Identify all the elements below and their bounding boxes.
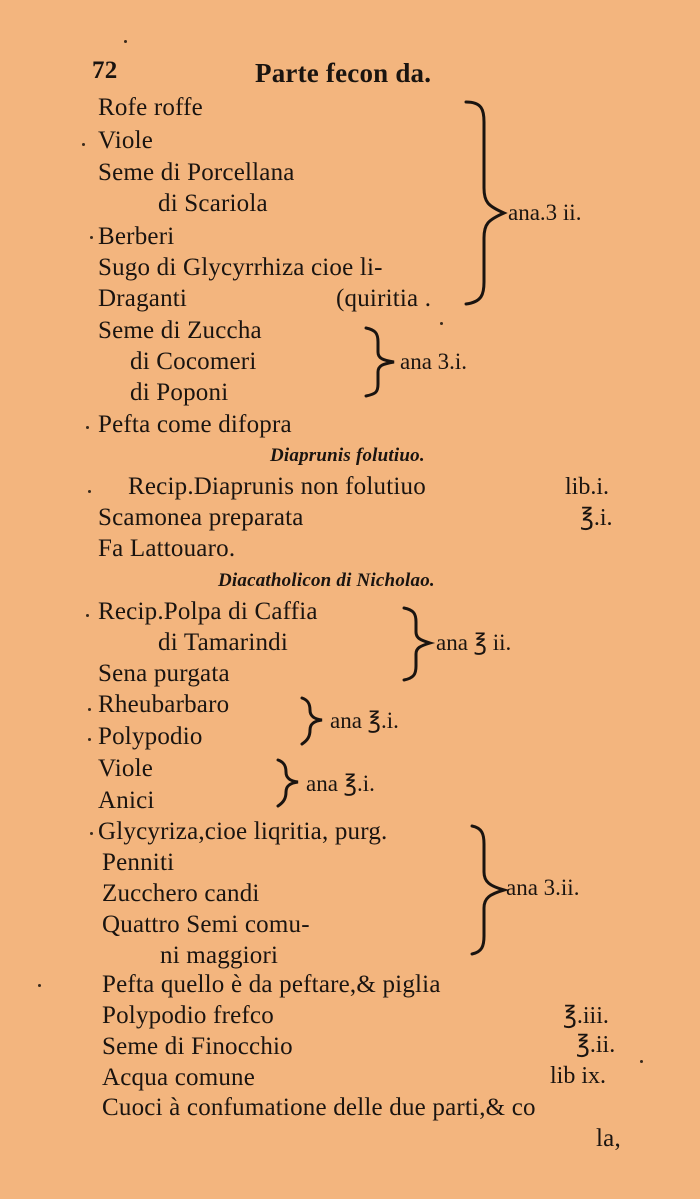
amount-label: ana.3 ii. xyxy=(508,200,582,225)
text-line: di Tamarindi xyxy=(158,629,289,656)
text-line: Sena purgata xyxy=(98,660,230,687)
text-line: Viole xyxy=(98,127,154,154)
text-line: Zucchero candi xyxy=(102,880,260,907)
ink-speck xyxy=(38,984,41,987)
dose-label: ℥.i. xyxy=(580,505,613,531)
dose-label: ℥.ii. xyxy=(576,1032,616,1058)
text-line: (quiritia . xyxy=(336,285,432,312)
amount-label: ana 3.ii. xyxy=(506,875,580,900)
ink-speck xyxy=(90,236,93,239)
text-line: Fa Lattouaro. xyxy=(98,535,236,562)
text-line: Pefta quello è da peftare,& piglia xyxy=(102,971,441,998)
text-line: Draganti xyxy=(98,285,188,312)
text-line: Pefta come difopra xyxy=(98,411,292,438)
dose-label: ℥.iii. xyxy=(563,1003,609,1029)
text-line: Sugo di Glycyrrhiza cioe li- xyxy=(98,254,383,281)
text-line: Penniti xyxy=(102,849,175,876)
text-line: Acqua comune xyxy=(102,1064,256,1091)
text-line: Polypodio xyxy=(98,723,203,750)
section-heading: Diaprunis folutiuo. xyxy=(270,445,425,466)
text-line: di Poponi xyxy=(130,379,229,406)
text-line: Viole xyxy=(98,755,154,782)
text-line: Seme di Finocchio xyxy=(102,1033,293,1060)
text-line: Recip.Diaprunis non folutiuo xyxy=(128,473,426,500)
dose-label: lib ix. xyxy=(550,1063,607,1089)
ink-speck xyxy=(82,143,85,146)
ink-speck xyxy=(90,832,93,835)
section-heading: Diacatholicon di Nicholao. xyxy=(218,570,435,591)
amount-label: ana ℥.i. xyxy=(306,771,375,796)
text-line: ni maggiori xyxy=(160,942,279,969)
text-line: Scamonea preparata xyxy=(98,504,304,531)
ink-speck xyxy=(86,426,89,429)
ink-speck xyxy=(124,40,127,43)
text-line: la, xyxy=(596,1125,621,1152)
amount-label: ana ℥ ii. xyxy=(436,630,512,655)
text-line: Polypodio frefco xyxy=(102,1002,274,1029)
amount-label: ana ℥.i. xyxy=(330,708,399,733)
text-line: Seme di Porcellana xyxy=(98,159,295,186)
amount-label: ana 3.i. xyxy=(400,349,468,374)
ink-speck xyxy=(88,708,91,711)
text-line: Berberi xyxy=(98,223,175,250)
text-line: Quattro Semi comu- xyxy=(102,911,310,938)
dose-label: lib.i. xyxy=(565,474,610,500)
text-line: di Cocomeri xyxy=(130,348,257,375)
text-line: Anici xyxy=(98,787,155,814)
text-line: Rofe roffe xyxy=(98,94,203,121)
text-line: Seme di Zuccha xyxy=(98,317,262,344)
ink-speck xyxy=(88,490,91,493)
text-line: di Scariola xyxy=(158,190,268,217)
text-line: Recip.Polpa di Caffia xyxy=(98,598,318,625)
ink-speck xyxy=(640,1060,643,1063)
ink-speck xyxy=(440,322,443,325)
running-header: Parte fecon da. xyxy=(255,58,432,88)
text-line: Rheubarbaro xyxy=(98,691,230,718)
ink-speck xyxy=(86,614,89,617)
page-number: 72 xyxy=(92,57,118,84)
text-line: Cuoci à confumatione delle due parti,& co xyxy=(102,1094,536,1121)
ink-speck xyxy=(88,738,91,741)
text-line: Glycyriza,cioe liqritia, purg. xyxy=(98,818,388,845)
